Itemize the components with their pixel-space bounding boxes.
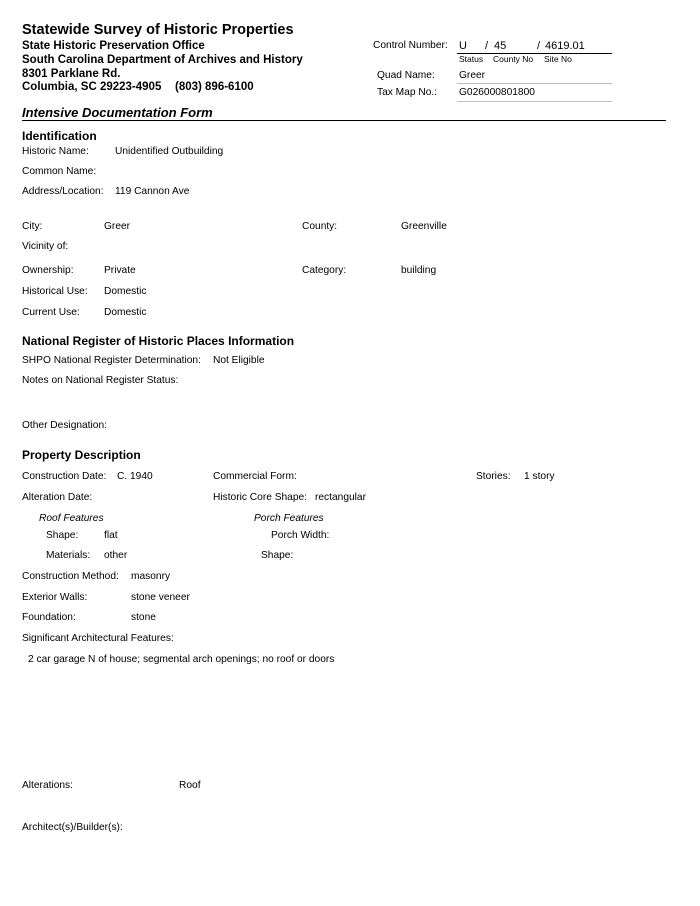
address-label: Address/Location: bbox=[22, 186, 104, 197]
construction-date-value: C. 1940 bbox=[117, 471, 153, 482]
roof-shape-value: flat bbox=[104, 530, 118, 541]
nr-notes-label: Notes on National Register Status: bbox=[22, 375, 179, 386]
county-value: Greenville bbox=[401, 221, 447, 232]
category-label: Category: bbox=[302, 265, 347, 276]
historic-name-value: Unidentified Outbuilding bbox=[115, 146, 224, 157]
construction-date-label: Construction Date: bbox=[22, 471, 107, 482]
tax-map-label: Tax Map No.: bbox=[377, 87, 438, 98]
control-slash-1: / bbox=[485, 40, 489, 52]
phone-number: (803) 896-6100 bbox=[175, 81, 254, 93]
vicinity-label: Vicinity of: bbox=[22, 241, 69, 252]
porch-features-label: Porch Features bbox=[254, 513, 324, 524]
control-status: U bbox=[459, 40, 467, 52]
exterior-walls-label: Exterior Walls: bbox=[22, 592, 88, 603]
materials-value: other bbox=[104, 550, 128, 561]
nr-determination-label: SHPO National Register Determination: bbox=[22, 355, 201, 366]
stories-label: Stories: bbox=[476, 471, 511, 482]
city-value: Greer bbox=[104, 221, 131, 232]
commercial-form-label: Commercial Form: bbox=[213, 471, 297, 482]
materials-label: Materials: bbox=[46, 550, 91, 561]
status-caption: Status bbox=[459, 54, 484, 64]
common-name-label: Common Name: bbox=[22, 166, 97, 177]
stories-value: 1 story bbox=[524, 471, 555, 482]
control-slash-2: / bbox=[537, 40, 541, 52]
tax-map-value: G026000801800 bbox=[459, 87, 535, 98]
alterations-value: Roof bbox=[179, 780, 201, 791]
current-use-value: Domestic bbox=[104, 307, 147, 318]
roof-features-label: Roof Features bbox=[39, 513, 104, 524]
core-shape-value: rectangular bbox=[315, 492, 366, 503]
historic-name-label: Historic Name: bbox=[22, 146, 89, 157]
alteration-date-label: Alteration Date: bbox=[22, 492, 93, 503]
significant-features-label: Significant Architectural Features: bbox=[22, 633, 174, 644]
form-title-rule bbox=[22, 120, 666, 121]
roof-shape-label: Shape: bbox=[46, 530, 79, 541]
architect-builder-label: Architect(s)/Builder(s): bbox=[22, 822, 123, 833]
city-label: City: bbox=[22, 221, 43, 232]
construction-method-label: Construction Method: bbox=[22, 571, 119, 582]
control-county: 45 bbox=[494, 40, 507, 52]
quad-name-label: Quad Name: bbox=[377, 70, 435, 81]
address-value: 119 Cannon Ave bbox=[115, 186, 190, 197]
construction-method-value: masonry bbox=[131, 571, 171, 582]
control-site: 4619.01 bbox=[545, 40, 585, 52]
county-label: County: bbox=[302, 221, 338, 232]
national-register-heading: National Register of Historic Places Information bbox=[22, 334, 295, 348]
ownership-value: Private bbox=[104, 265, 136, 276]
property-description-heading: Property Description bbox=[22, 448, 141, 462]
current-use-label: Current Use: bbox=[22, 307, 80, 318]
ownership-label: Ownership: bbox=[22, 265, 74, 276]
porch-shape-label: Shape: bbox=[261, 550, 294, 561]
quad-name-value: Greer bbox=[459, 70, 486, 81]
control-number-label: Control Number: bbox=[373, 40, 448, 51]
survey-title: Statewide Survey of Historic Properties bbox=[22, 22, 294, 38]
historical-use-value: Domestic bbox=[104, 286, 147, 297]
foundation-label: Foundation: bbox=[22, 612, 76, 623]
foundation-value: stone bbox=[131, 612, 156, 623]
street-address: 8301 Parklane Rd. bbox=[22, 68, 121, 80]
core-shape-label: Historic Core Shape: bbox=[213, 492, 307, 503]
form-title: Intensive Documentation Form bbox=[22, 105, 213, 120]
category-value: building bbox=[401, 265, 437, 276]
site-caption: Site No bbox=[544, 54, 572, 64]
identification-heading: Identification bbox=[22, 129, 97, 143]
quad-underline bbox=[457, 83, 612, 84]
other-designation-label: Other Designation: bbox=[22, 420, 107, 431]
historical-use-label: Historical Use: bbox=[22, 286, 88, 297]
county-caption: County No bbox=[493, 54, 534, 64]
tax-map-underline bbox=[457, 101, 612, 102]
significant-features-value: 2 car garage N of house; segmental arch openings; no roof or doors bbox=[28, 654, 335, 665]
office-name: State Historic Preservation Office bbox=[22, 40, 205, 52]
alterations-label: Alterations: bbox=[22, 780, 73, 791]
nr-determination-value: Not Eligible bbox=[213, 355, 265, 366]
department-name: South Carolina Department of Archives and History bbox=[22, 54, 303, 66]
porch-width-label: Porch Width: bbox=[271, 530, 330, 541]
city-zip: Columbia, SC 29223-4905 bbox=[22, 81, 162, 93]
exterior-walls-value: stone veneer bbox=[131, 592, 190, 603]
